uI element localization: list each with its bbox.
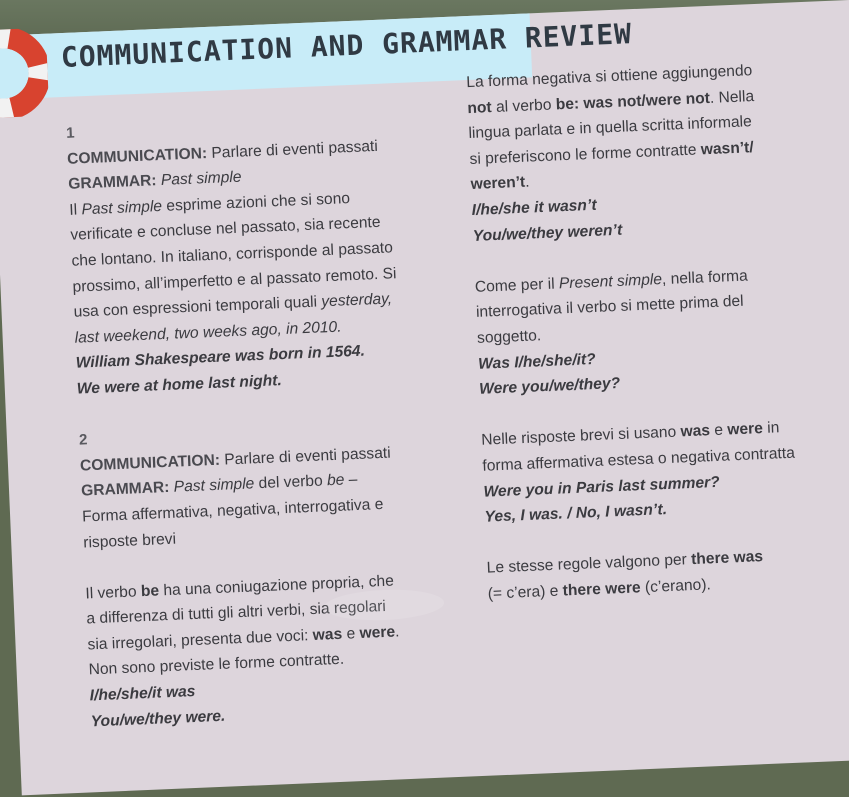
- body-line: che lontano. In italiano, corrisponde al passato: [71, 239, 394, 270]
- example-sentence: I/he/she it wasn’t: [471, 196, 598, 219]
- body-line: verificate e concluse nel passato, sia recente: [70, 214, 381, 245]
- example-sentence: You/we/they weren’t: [472, 221, 623, 245]
- body-line: Il verbo be ha una coniugazione propria, che: [85, 572, 395, 603]
- body-line: Le stesse regole valgono per there was: [486, 548, 764, 577]
- grammar-line: GRAMMAR: Past simple del verbo be –: [80, 471, 358, 500]
- lifebuoy-icon: [0, 28, 49, 120]
- body-line: soggetto.: [476, 327, 542, 347]
- grammar-line: risposte brevi: [82, 530, 177, 552]
- body-line: a differenza di tutti gli altri verbi, sia regolari: [86, 598, 387, 628]
- body-line: last weekend, two weeks ago, in 2010.: [74, 318, 342, 347]
- body-line: not al verbo be: was not/were not. Nella: [467, 87, 755, 117]
- section-number: 1: [65, 124, 75, 142]
- body-line: usa con espressioni temporali quali yesterday,: [73, 290, 393, 321]
- page-title: COMMUNICATION AND GRAMMAR REVIEW: [60, 17, 633, 75]
- grammar-line: Forma affermativa, negativa, interrogativa e: [81, 495, 384, 526]
- example-sentence: You/we/they were.: [90, 707, 226, 731]
- example-sentence: Was I/he/she/it?: [477, 350, 596, 373]
- grammar-line: GRAMMAR: Past simple: [67, 168, 242, 194]
- communication-line: COMMUNICATION: Parlare di eventi passati: [66, 137, 379, 168]
- body-line: Non sono previste le forme contratte.: [88, 651, 345, 679]
- body-line: La forma negativa si ottiene aggiungendo: [466, 62, 753, 92]
- example-sentence: We were at home last night.: [76, 372, 283, 398]
- right-column: [466, 57, 801, 607]
- body-line: prossimo, all’imperfetto e al passato remoto. Si: [72, 264, 397, 296]
- example-sentence: Were you in Paris last summer?: [483, 473, 720, 501]
- body-line: Nelle risposte brevi si usano was e were in: [481, 419, 780, 450]
- body-line: sia irregolari, presenta due voci: was e were.: [87, 623, 400, 654]
- body-line: weren’t.: [470, 173, 530, 194]
- body-line: si preferiscono le forme contratte wasn’t/: [469, 138, 754, 168]
- communication-line: COMMUNICATION: Parlare di eventi passati: [79, 444, 391, 475]
- body-line: lingua parlata e in quella scritta informale: [468, 113, 753, 143]
- section-number: 2: [78, 431, 88, 449]
- example-sentence: William Shakespeare was born in 1564.: [75, 342, 366, 373]
- example-sentence: I/he/she/it was: [89, 683, 196, 705]
- body-line: Come per il Present simple, nella forma: [474, 267, 749, 296]
- body-line: Il Past simple esprime azioni che si sono: [69, 189, 351, 219]
- body-line: (= c’era) e there were (c’erano).: [487, 576, 712, 603]
- example-sentence: Yes, I was. / No, I wasn’t.: [484, 501, 668, 526]
- example-sentence: Were you/we/they?: [478, 375, 621, 398]
- left-column: [66, 107, 416, 734]
- body-line: forma affermativa estesa o negativa contratta: [482, 444, 796, 475]
- body-line: interrogativa il verbo si mette prima del: [475, 293, 744, 322]
